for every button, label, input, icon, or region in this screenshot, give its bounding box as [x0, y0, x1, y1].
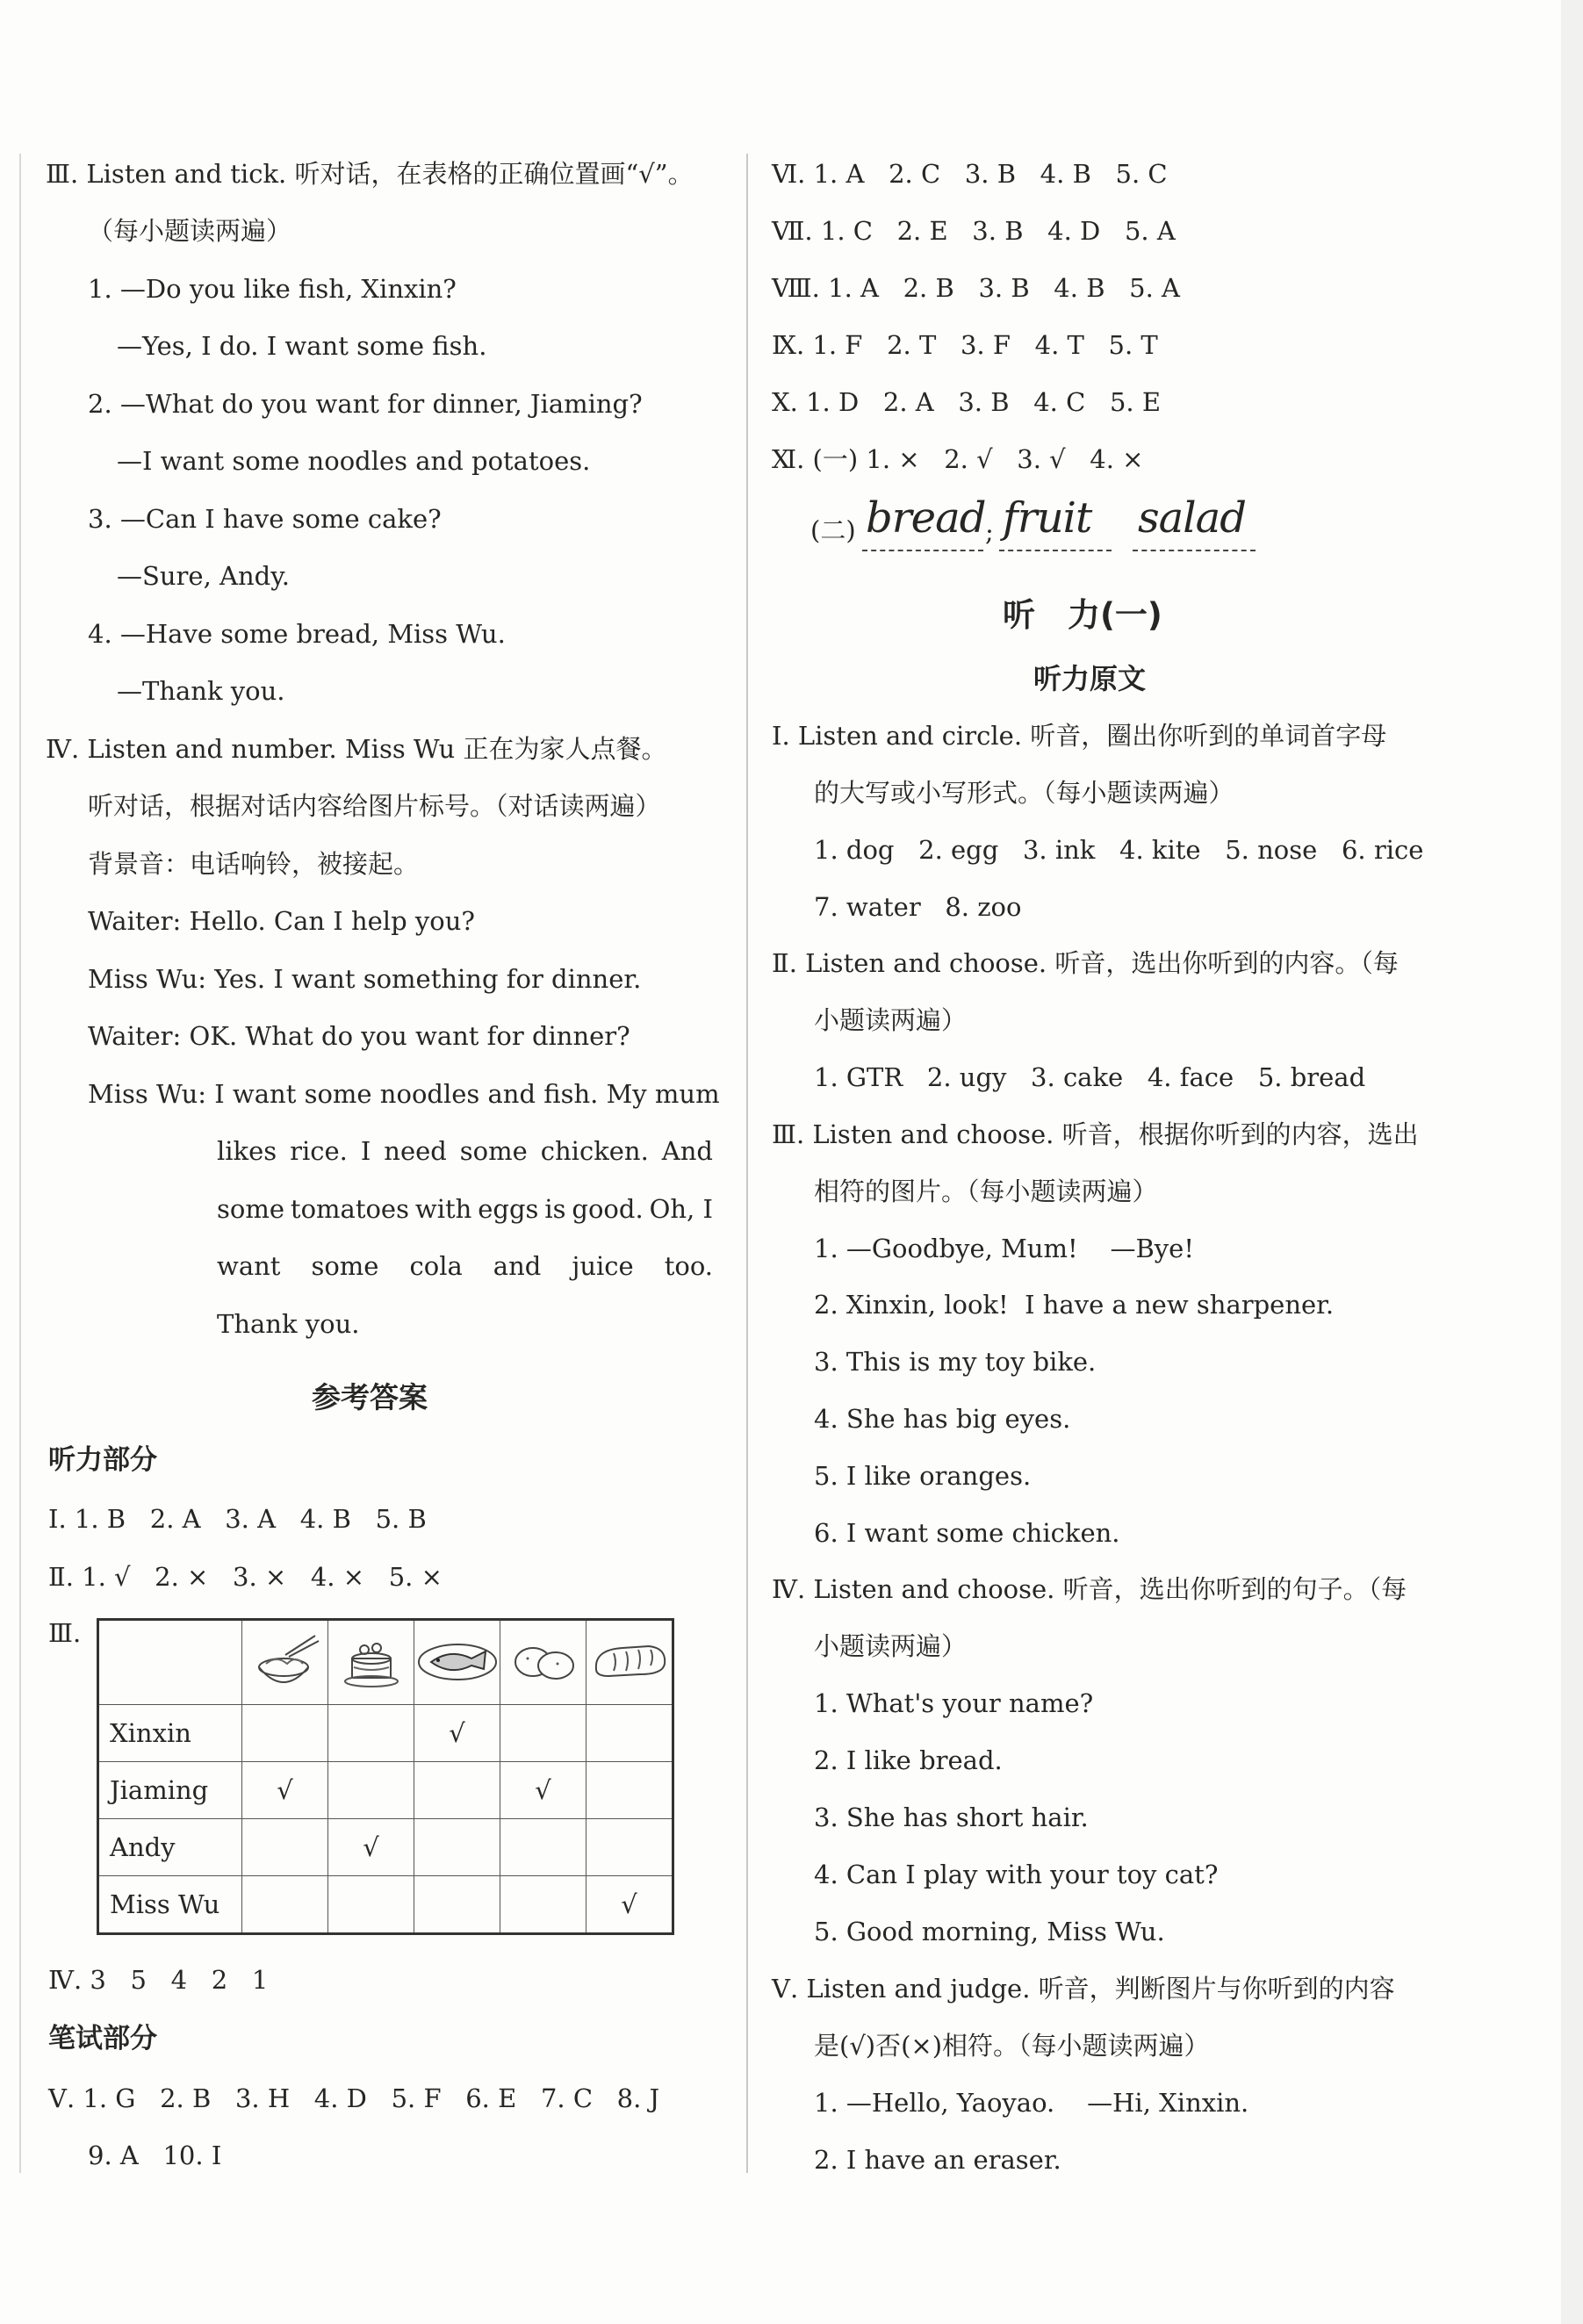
dialog-line: —Thank you. [117, 676, 285, 706]
section-4-title: Ⅳ. Listen and number. Miss Wu 正在为家人点餐。 [46, 734, 667, 764]
question-line: 1. GTR 2. ugy 3. cake 4. face 5. bread [814, 1062, 1366, 1092]
question-title: Ⅲ. Listen and choose. 听音，根据你听到的内容，选出 [772, 1119, 1419, 1149]
answer-line: Ⅶ. 1. C 2. E 3. B 4. D 5. A [772, 216, 1176, 246]
table-cell [414, 1876, 500, 1934]
table-header-row [98, 1620, 673, 1705]
question-title: Ⅳ. Listen and choose. 听音，选出你听到的句子。（每 [772, 1574, 1407, 1604]
section-4-background: 背景音：电话响铃，被接起。 [88, 849, 420, 879]
answer-line: Ⅺ. (一) 1. × 2. √ 3. √ 4. × [772, 444, 1144, 474]
table-cell: √ [328, 1819, 414, 1876]
dialog-line: Miss Wu: I want some noodles and fish. My mum [88, 1079, 720, 1109]
row-name: Andy [98, 1819, 242, 1876]
question-note: 相符的图片。（每小题读两遍） [814, 1176, 1158, 1206]
question-line: 4. She has big eyes. [814, 1404, 1071, 1434]
handwritten-word: salad [1138, 493, 1246, 543]
handwritten-word: bread [866, 493, 986, 543]
question-title: Ⅱ. Listen and choose. 听音，选出你听到的内容。（每 [772, 948, 1399, 978]
answer-line: Ⅷ. 1. A 2. B 3. B 4. B 5. A [772, 273, 1180, 303]
question-title: Ⅰ. Listen and circle. 听音，圈出你听到的单词首字母 [772, 721, 1387, 751]
question-title: Ⅴ. Listen and judge. 听音，判断图片与你听到的内容 [772, 1974, 1395, 2004]
question-line: 1. dog 2. egg 3. ink 4. kite 5. nose 6. rice [814, 835, 1424, 865]
answer-line: Ⅸ. 1. F 2. T 3. F 4. T 5. T [772, 330, 1158, 360]
answer-line: Ⅱ. 1. √ 2. × 3. × 4. × 5. × [48, 1562, 443, 1592]
answer-underline [999, 550, 1112, 551]
table-cell [328, 1705, 414, 1762]
row-name: Jiaming [98, 1762, 242, 1819]
table-cell [328, 1762, 414, 1819]
dialog-line: —Sure, Andy. [117, 561, 290, 591]
answer-line: Ⅵ. 1. A 2. C 3. B 4. B 5. C [772, 159, 1168, 189]
dialog-line: 1. —Do you like fish, Xinxin? [88, 274, 457, 304]
handwritten-word: fruit [1003, 493, 1092, 543]
question-note: 是(√)否(×)相符。（每小题读两遍） [814, 2031, 1210, 2061]
table-cell [500, 1876, 586, 1934]
answer-line: Ⅴ. 1. G 2. B 3. H 4. D 5. F 6. E 7. C 8. J [48, 2083, 660, 2113]
table-row [98, 1876, 673, 1934]
table-cell [500, 1705, 586, 1762]
page-subtitle: 听力原文 [1033, 662, 1147, 695]
section-4-note: 听对话，根据对话内容给图片标号。（对话读两遍） [88, 791, 661, 821]
table-cell [242, 1705, 328, 1762]
dialog-continuation: some tomatoes with eggs is good. Oh, I [217, 1194, 713, 1224]
table-cell [414, 1762, 500, 1819]
table-cell [242, 1876, 328, 1934]
table-corner [98, 1620, 242, 1705]
question-line: 2. I have an eraser. [814, 2145, 1061, 2175]
question-line: 3. This is my toy bike. [814, 1347, 1097, 1377]
table-cell [586, 1819, 673, 1876]
dialog-line: —Yes, I do. I want some fish. [117, 331, 487, 361]
table-cell [414, 1819, 500, 1876]
written-heading: 笔试部分 [48, 2023, 157, 2054]
column-divider [746, 154, 748, 2173]
table-cell [328, 1876, 414, 1934]
dialog-continuation: likes rice. I need some chicken. And [217, 1136, 713, 1166]
section-3-note: （每小题读两遍） [88, 216, 292, 246]
table-cell: √ [500, 1762, 586, 1819]
question-line: 2. I like bread. [814, 1745, 1003, 1775]
dialog-line: 3. —Can I have some cake? [88, 504, 442, 534]
dialog-line: 4. —Have some bread, Miss Wu. [88, 619, 506, 649]
answer-table [97, 1618, 674, 1935]
row-name: Miss Wu [98, 1876, 242, 1934]
question-note: 的大写或小写形式。（每小题读两遍） [814, 778, 1234, 808]
table-row [98, 1762, 673, 1819]
page-edge-shadow [1561, 0, 1583, 2324]
page-title: 听 力(一) [1003, 596, 1162, 634]
question-note: 小题读两遍） [814, 1005, 968, 1035]
question-line: 1. —Goodbye, Mum! —Bye! [814, 1234, 1194, 1263]
dialog-line: 2. —What do you want for dinner, Jiaming? [88, 389, 643, 419]
answer-line: Ⅹ. 1. D 2. A 3. B 4. C 5. E [772, 387, 1162, 417]
dialog-line: Waiter: Hello. Can I help you? [88, 906, 475, 936]
dialog-line: Waiter: OK. What do you want for dinner? [88, 1021, 630, 1051]
cake-icon [328, 1620, 414, 1705]
listening-heading: 听力部分 [48, 1444, 157, 1476]
left-margin-line [19, 154, 21, 2173]
dialog-continuation: want some cola and juice too. [217, 1251, 713, 1281]
question-line: 6. I want some chicken. [814, 1518, 1120, 1548]
table-cell [242, 1819, 328, 1876]
fish-icon [414, 1620, 500, 1705]
noodles-icon [242, 1620, 328, 1705]
question-line: 5. Good morning, Miss Wu. [814, 1917, 1165, 1946]
answer-line: Ⅳ. 3 5 4 2 1 [48, 1965, 269, 1995]
question-line: 1. What's your name? [814, 1688, 1094, 1718]
row-name: Xinxin [98, 1705, 242, 1762]
question-line: 3. She has short hair. [814, 1802, 1089, 1832]
bread-icon [586, 1620, 673, 1705]
question-line: 4. Can I play with your toy cat? [814, 1860, 1219, 1889]
dialog-line: Miss Wu: Yes. I want something for dinner. [88, 964, 642, 994]
question-line: 2. Xinxin, look! I have a new sharpener. [814, 1290, 1335, 1320]
table-row [98, 1705, 673, 1762]
question-line: 7. water 8. zoo [814, 892, 1022, 922]
answer-line: 9. A 10. I [88, 2141, 222, 2170]
dialog-line: —I want some noodles and potatoes. [117, 446, 591, 476]
table-cell [586, 1762, 673, 1819]
answer-label: (二) [810, 515, 856, 545]
table-cell: √ [414, 1705, 500, 1762]
question-line: 1. —Hello, Yaoyao. —Hi, Xinxin. [814, 2088, 1249, 2118]
separator: ; [985, 517, 994, 547]
answers-heading: 参考答案 [312, 1380, 428, 1414]
answer-underline [862, 550, 983, 551]
table-row [98, 1819, 673, 1876]
table-cell [500, 1819, 586, 1876]
answer-line: Ⅰ. 1. B 2. A 3. A 4. B 5. B [48, 1504, 427, 1534]
table-cell: √ [242, 1762, 328, 1819]
table-cell [586, 1705, 673, 1762]
question-line: 5. I like oranges. [814, 1461, 1032, 1491]
question-note: 小题读两遍） [814, 1631, 968, 1661]
answer-underline [1133, 550, 1256, 551]
section-3-title: Ⅲ. Listen and tick. 听对话，在表格的正确位置画“√”。 [46, 159, 694, 189]
potatoes-icon [500, 1620, 586, 1705]
answer-label: Ⅲ. [48, 1618, 82, 1648]
dialog-line: Thank you. [217, 1309, 360, 1339]
table-cell: √ [586, 1876, 673, 1934]
